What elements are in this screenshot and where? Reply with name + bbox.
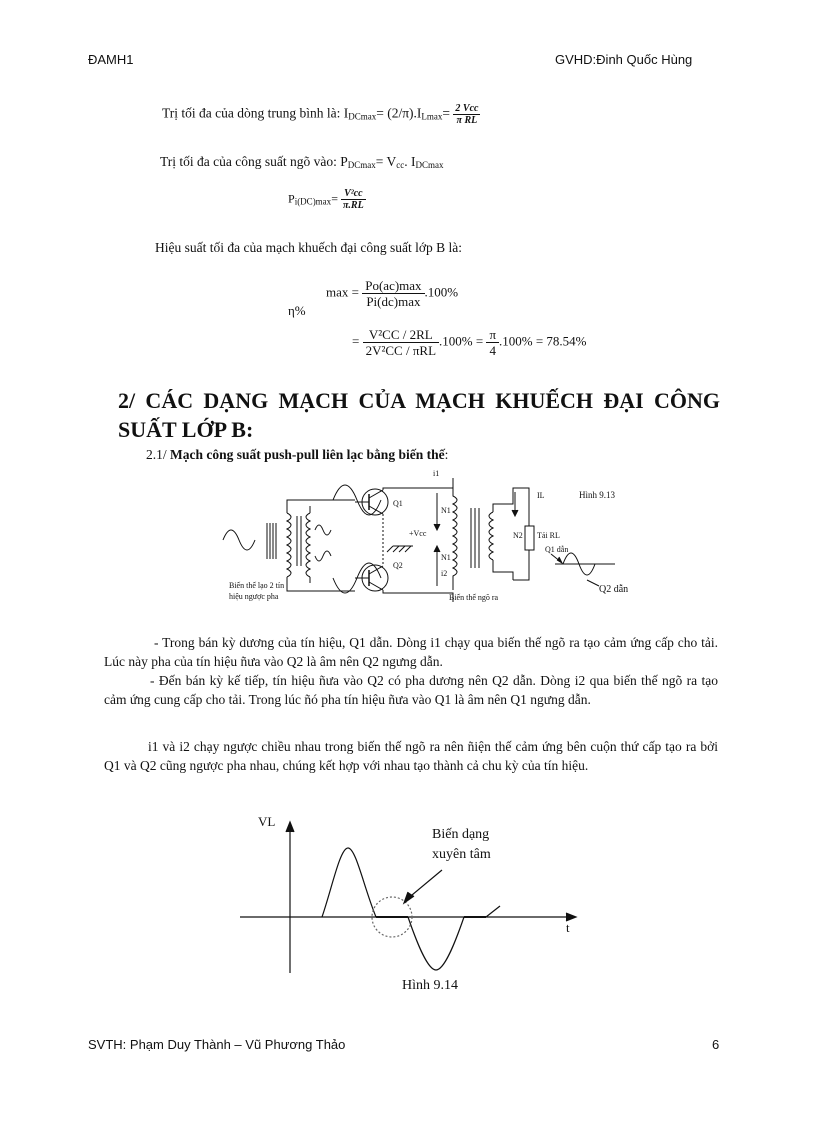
label-output-transformer: Biến thế ngõ ra <box>449 593 499 602</box>
efficiency-equation-2: = $\frac{\text{V²CC / 2RL}}{\text{2V²CC / πRL}}$ .100% = $\frac{\pi}{4}$ .100% = 78.54% <box>352 327 587 358</box>
figure-914-caption: Hình 9.14 <box>402 978 458 993</box>
negative-half-wave <box>408 917 464 970</box>
label-vcc: +Vcc <box>409 529 427 538</box>
label-il: IL <box>537 491 545 500</box>
label-q1-on: Q1 dẫn <box>545 545 569 554</box>
load-resistor-icon <box>525 526 534 550</box>
page-number: 6 <box>712 1037 720 1052</box>
eta-label: η% <box>288 303 306 318</box>
positive-half-wave <box>322 848 376 917</box>
crossover-distortion-graph <box>236 808 586 998</box>
push-pull-circuit-diagram <box>215 468 645 613</box>
label-q2-on: Q2 dẫn <box>599 584 629 595</box>
label-input-transformer-2: hiệu ngược pha <box>229 592 279 601</box>
pi-dc-max-formula: $P_{i(DC)max}=$ $\frac{\text{V²cc}}{\pi.RL}$ <box>288 188 364 211</box>
section-heading: 2/ CÁC DẠNG MẠCH CỦA MẠCH KHUẾCH ĐẠI CÔNG SUẤT LỚP B: <box>118 388 720 442</box>
annotation-line-2: xuyên tâm <box>432 847 491 862</box>
output-transformer-icon <box>453 488 457 590</box>
footer-left: SVTH: Phạm Duy Thành – Vũ Phương Thảo <box>88 1037 346 1052</box>
idc-max-formula: Trị tối đa của dòng trung bình là: $I_{DCmax}= (2/\pi).I_{Lmax}=$ $\frac{\text{2 Vcc}}{\text{π RL}}$ <box>162 103 479 126</box>
header-right: GVHD:Đinh Quốc Hùng <box>555 52 693 67</box>
label-i1: i1 <box>433 469 440 478</box>
subsection-heading: 2.1/ Mạch công suất push-pull liên lạc bằng biến thế: <box>146 447 449 462</box>
idc-fraction: $\frac{\text{2 Vcc}}{\text{π RL}}$ <box>455 103 479 126</box>
label-n2: N2 <box>513 531 523 540</box>
y-axis-label: VL <box>258 814 276 829</box>
pi-fraction: $\frac{\text{V²cc}}{\pi.RL}$ <box>342 188 364 211</box>
label-n1-top: N1 <box>441 506 451 515</box>
paragraph-2: - Đến bán kỳ kế tiếp, tín hiệu ñưa vào Q2 có pha dương nên Q2 dẫn. Dòng i2 qua biến thế ngõ ra tạo cảm ứng cung cấp cho tải. Trong lúc ñó pha tín hiệu ñưa vào Q1 là âm nên Q1 ngưng dẫn. <box>104 673 718 707</box>
paragraph-1: - Trong bán kỳ dương của tín hiệu, Q1 dẫn. Dòng i1 chạy qua biến thế ngõ ra tạo cảm ứng cấp cho tải. Lúc này pha của tín hiệu ñưa vào Q2 là âm nên Q2 ngưng dẫn. <box>104 635 718 669</box>
output-sine-icon <box>563 553 579 564</box>
label-i2: i2 <box>441 569 448 578</box>
label-input-transformer: Biến thế lạo 2 tín <box>229 581 285 590</box>
paragraph-3: i1 và i2 chạy ngược chiều nhau trong biến thế ngõ ra nên ñiện thế cảm ứng bên cuộn thứ cấp tạo ra bởi Q1 và Q2 cũng ngược pha nhau, chúng kết hợp với nhau tạo thành cả chu kỳ của tín hiệu. <box>104 739 718 773</box>
efficiency-equation-1: max = $\frac{Po(ac)\max}{Pi(dc)\max}$ .100% <box>326 278 459 309</box>
label-load: Tải RL <box>537 531 560 540</box>
x-axis-label: t <box>566 920 570 935</box>
input-transformer-icon <box>267 523 276 559</box>
pdc-max-formula: Trị tối đa của công suất ngõ vào: $P_{DCmax}= V_{cc}$. $I_{DCmax}$ <box>160 154 444 170</box>
figure-913-caption: Hình 9.13 <box>579 490 615 500</box>
annotation-line-1: Biến dạng <box>432 827 490 842</box>
header-left: ĐAMH1 <box>88 52 134 67</box>
efficiency-text: Hiệu suất tối đa của mạch khuếch đại công suất lớp B là: <box>155 240 463 255</box>
input-sine-icon <box>223 530 255 550</box>
label-q1: Q1 <box>393 499 403 508</box>
label-q2: Q2 <box>393 561 403 570</box>
label-n1-bottom: N1 <box>441 553 451 562</box>
